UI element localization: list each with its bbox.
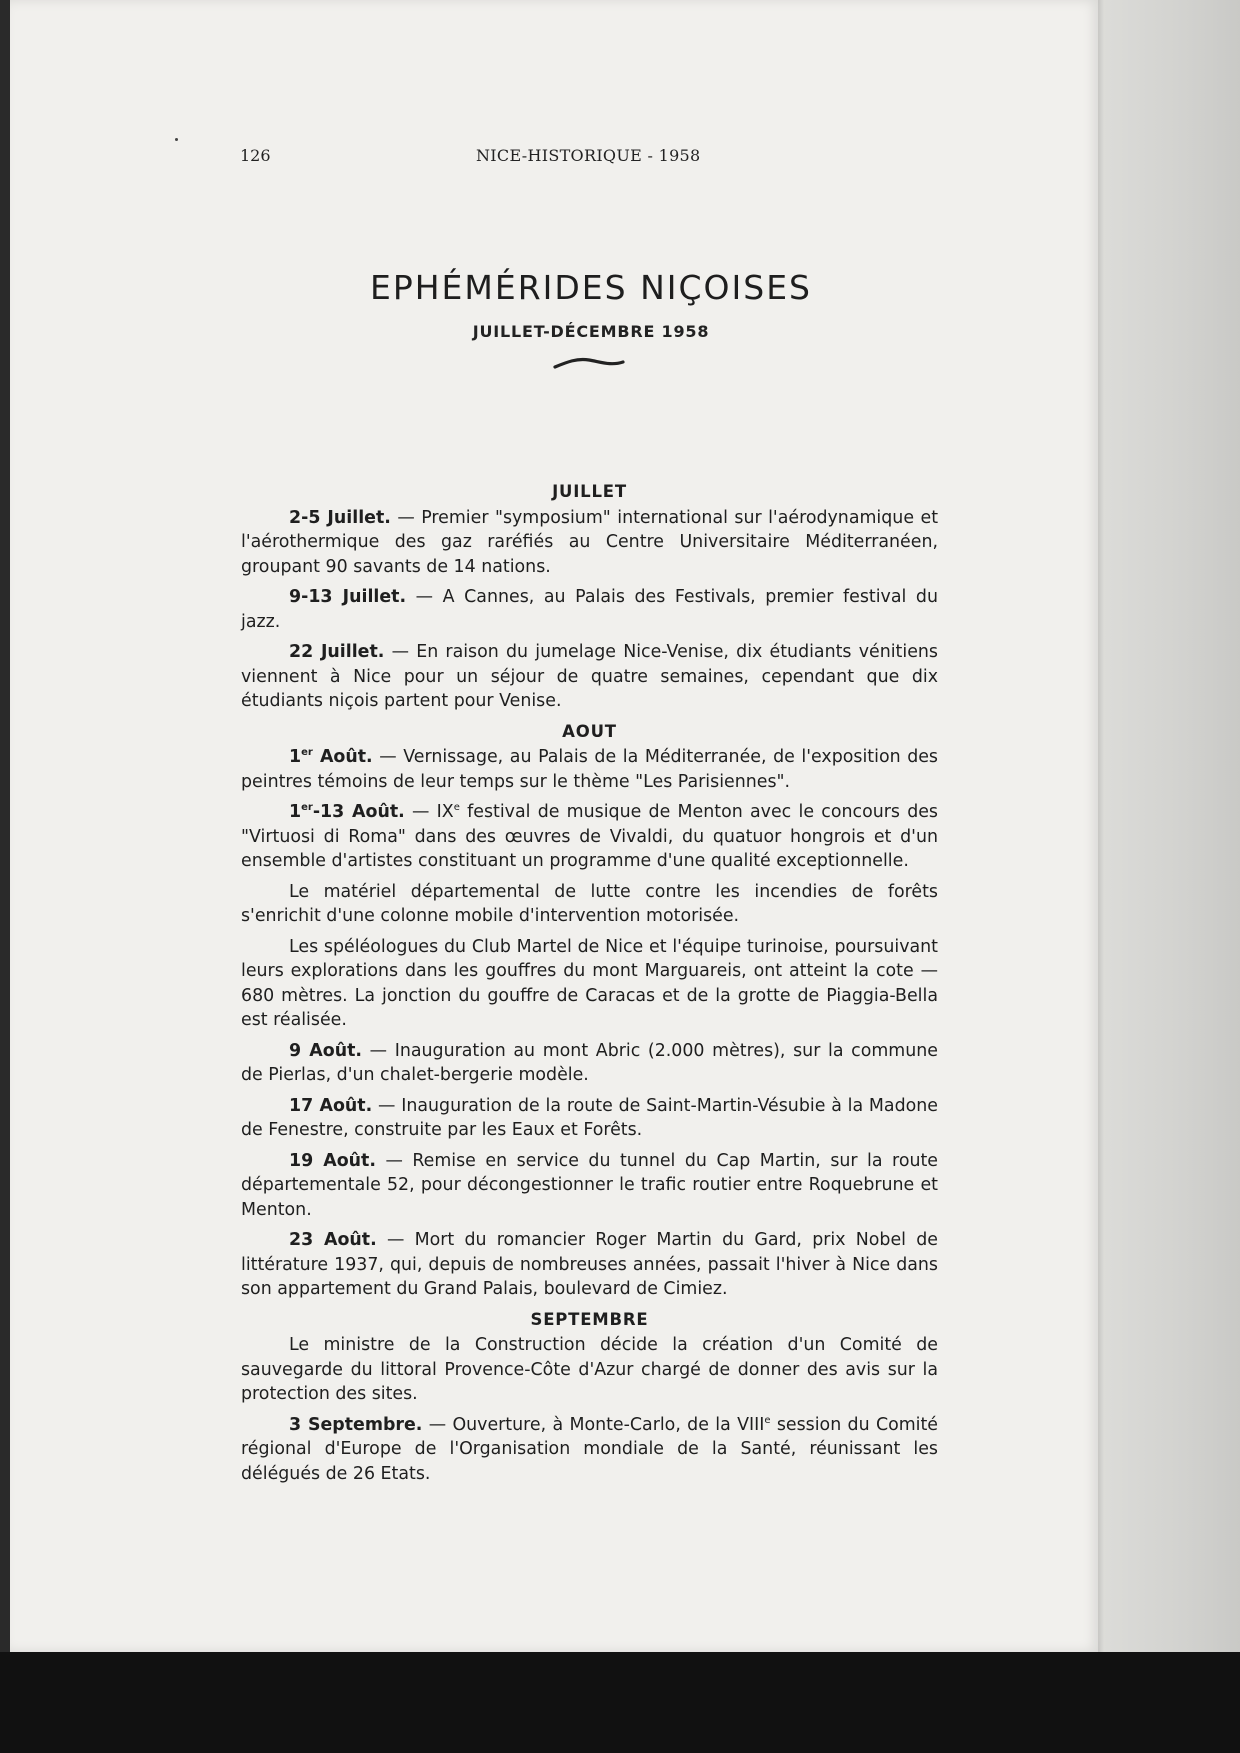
entry bbox=[241, 506, 938, 580]
article-body bbox=[241, 480, 938, 1492]
entry-date: 17 Août. bbox=[289, 1095, 373, 1116]
entry bbox=[241, 640, 938, 714]
entry bbox=[241, 1413, 938, 1487]
entry-text: — A Cannes, au Palais des Festivals, premier festival du jazz. bbox=[241, 587, 938, 632]
section-heading-juillet: JUILLET bbox=[552, 482, 627, 501]
entry bbox=[241, 1039, 938, 1088]
entry-text: Les spéléologues du Club Martel de Nice et l'équipe turinoise, poursuivant leurs explorations dans les gouffres du mont Marguareis, ont atteint la cote — 680 mètres. La jonction du gouffre de Caracas et de la grotte de Piaggia-Bella est réalisée. bbox=[241, 936, 938, 1030]
entry-text: — Ouverture, à Monte-Carlo, de la VIIIe session du Comité régional d'Europe de l'Organisation mondiale de la Santé, réunissant les délégués de 26 Etats. bbox=[241, 1414, 939, 1484]
entry bbox=[241, 585, 938, 634]
entry-text: — Premier "symposium" international sur l'aérodynamique et l'aérothermique des gaz raréfiés au Centre Universitaire Méditerranéen, groupant 90 savants de 14 nations. bbox=[241, 507, 939, 577]
entry-date: 1er-13 Août. bbox=[289, 802, 405, 822]
article-subtitle: JUILLET-DÉCEMBRE 1958 bbox=[472, 322, 710, 341]
entry bbox=[241, 1094, 938, 1143]
entry-text: — Inauguration au mont Abric (2.000 mètres), sur la commune de Pierlas, d'un chalet-bergerie modèle. bbox=[241, 1040, 938, 1085]
entry bbox=[241, 1333, 938, 1407]
entry-date: 22 Juillet. bbox=[289, 642, 385, 662]
running-header bbox=[240, 146, 940, 170]
entry-text: — Inauguration de la route de Saint-Martin-Vésubie à la Madone de Fenestre, construite par les Eaux et Forêts. bbox=[241, 1095, 938, 1140]
entry-date: 9 Août. bbox=[289, 1040, 362, 1061]
ornament-flourish-icon bbox=[553, 356, 625, 370]
entry-date: 2-5 Juillet. bbox=[289, 507, 391, 528]
entry-text: — Mort du romancier Roger Martin du Gard, prix Nobel de littérature 1937, qui, depuis de nombreuses années, passait l'hiver à Nice dans son appartement du Grand Palais, boulevard de Cimiez. bbox=[241, 1230, 938, 1299]
entry-date: 1er Août. bbox=[289, 747, 373, 767]
facing-page-edge bbox=[1100, 0, 1240, 1652]
entry bbox=[241, 1149, 938, 1223]
scanner-bed-band bbox=[0, 1652, 1240, 1753]
entry bbox=[241, 745, 938, 794]
entry-date: 19 Août. bbox=[289, 1150, 376, 1171]
entry bbox=[241, 935, 938, 1033]
entry-text: — En raison du jumelage Nice-Venise, dix étudiants vénitiens viennent à Nice pour un séjour de quatre semaines, cependant que dix étudiants niçois partent pour Venise. bbox=[241, 642, 938, 711]
entry-text: Le ministre de la Construction décide la création d'un Comité de sauvegarde du littoral Provence-Côte d'Azur chargé de donner des avis sur la protection des sites. bbox=[241, 1335, 938, 1404]
page-gutter-shadow bbox=[1098, 0, 1104, 1652]
running-title: NICE-HISTORIQUE - 1958 bbox=[476, 146, 701, 165]
entry bbox=[241, 1228, 938, 1302]
entry bbox=[241, 800, 938, 874]
entry-text: — IXe festival de musique de Menton avec le concours des "Virtuosi di Roma" dans des œuvres de Vivaldi, du quatuor hongrois et d'un ensemble d'artistes constituant un programme d'une qualité exceptionnelle. bbox=[241, 802, 938, 871]
entry-date: 23 Août. bbox=[289, 1230, 377, 1250]
entry-text: — Vernissage, au Palais de la Méditerranée, de l'exposition des peintres témoins de leur temps sur le thème "Les Parisiennes". bbox=[241, 747, 938, 792]
entry bbox=[241, 880, 938, 929]
entry-date: 9-13 Juillet. bbox=[289, 587, 407, 607]
entry-text: Le matériel départemental de lutte contre les incendies de forêts s'enrichit d'une colonne mobile d'intervention motorisée. bbox=[241, 881, 938, 926]
article-title: EPHÉMÉRIDES NIÇOISES bbox=[369, 268, 812, 307]
entry-text: — Remise en service du tunnel du Cap Martin, sur la route départementale 52, pour décongestionner le trafic routier entre Roquebrune et Menton. bbox=[241, 1150, 938, 1220]
margin-mark bbox=[175, 138, 178, 141]
entry-date: 3 Septembre. bbox=[289, 1414, 423, 1435]
section-heading-septembre: SEPTEMBRE bbox=[530, 1309, 649, 1329]
section-heading-aout: AOUT bbox=[562, 721, 617, 741]
page-number: 126 bbox=[240, 146, 271, 165]
